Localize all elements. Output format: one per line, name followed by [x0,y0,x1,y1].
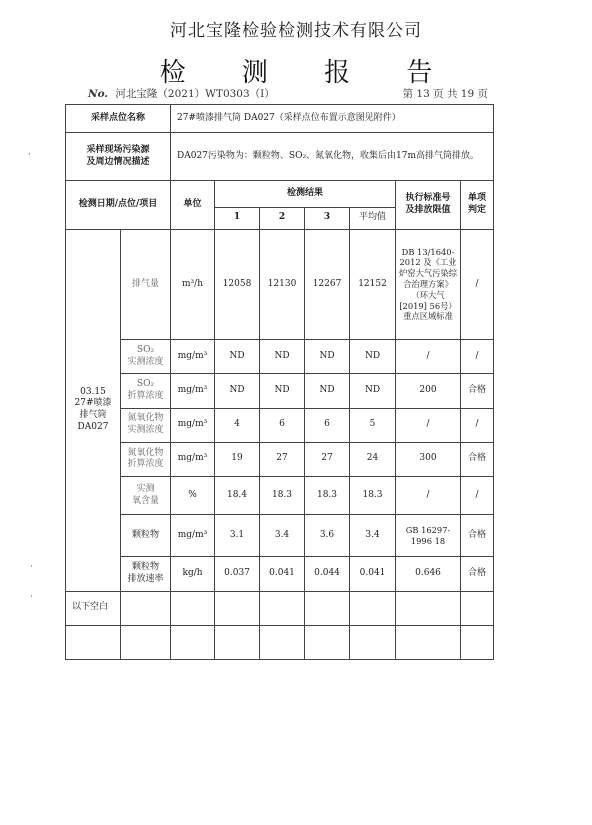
result-2-header: 2 [260,207,305,229]
item-name: 排气量 [121,229,171,340]
item-name-line-2: 实测浓度 [127,356,164,367]
average-header: 平均值 [350,207,396,229]
unit-cell: mg/m³ [171,408,215,442]
value-1: 12058 [215,229,260,340]
result-1-header: 1 [215,207,260,229]
standard-cell: GB 16297-1996 18 [396,515,461,557]
value-1: 4 [215,408,260,442]
source-label-line-2: 及周边情况描述 [86,156,150,167]
judgement-cell: / [461,229,494,340]
table-row [66,515,494,557]
judgement-header-line-1: 单项 [468,193,487,204]
judgement-cell: 合格 [461,515,494,557]
empty-cell [215,625,260,659]
source-label-line-1: 采样现场污染源 [86,145,150,156]
value-1: 18.4 [215,476,260,514]
standard-cell: / [396,408,461,442]
unit-cell: mg/m³ [171,442,215,476]
empty-cell [305,625,350,659]
value-1: ND [215,374,260,408]
point-line-2: 排气筒 [79,410,107,421]
item-name-line-1: SO₂ [136,345,155,356]
margin-mark: · [30,592,33,602]
item-name [121,340,171,374]
value-avg: 24 [350,442,396,476]
judgement-cell: / [461,408,494,442]
empty-cell [66,625,121,659]
item-name-line-1: 氮氧化物 [127,447,164,458]
value-1: 3.1 [215,515,260,557]
value-avg: 0.041 [350,557,396,591]
value-avg: 18.3 [350,476,396,514]
company-name: 河北宝隆检验检测技术有限公司 [170,21,422,41]
item-name-line-2: 折算浓度 [127,459,164,470]
item-name-line-2: 折算浓度 [127,390,164,401]
empty-cell [171,625,215,659]
site-value: 27#喷漆排气筒 DA027（采样点位布置示意图见附件） [171,105,494,133]
standard-cell: / [396,340,461,374]
value-3: 12267 [305,229,350,340]
point-line-1: 27#喷漆 [74,398,112,409]
item-name [121,442,171,476]
point-line-3: DA027 [77,421,109,432]
judgement-header [461,181,494,229]
sampling-date: 03.15 [80,386,106,397]
table-row [66,476,494,514]
value-3: 27 [305,442,350,476]
source-value: DA027污染物为：颗粒物、SO₂、氮氧化物，收集后由17m高排气筒排放。 [171,133,494,181]
value-2: 27 [260,442,305,476]
value-3: 6 [305,408,350,442]
value-2: ND [260,340,305,374]
blank-row [66,591,494,625]
value-3: 0.044 [305,557,350,591]
date-point-item-header: 检测日期/点位/项目 [66,181,171,229]
unit-header: 单位 [171,181,215,229]
unit-cell: mg/m³ [171,374,215,408]
unit-cell: mg/m³ [171,515,215,557]
value-2: 18.3 [260,476,305,514]
header-row-1 [66,181,494,207]
standard-cell: DB 13/1640-2012 及《工业炉窑大气污染综合治理方案》（环大气[2019] 56号）重点区域标准 [396,229,461,340]
blank-row [66,625,494,659]
unit-cell: m³/h [171,229,215,340]
value-1: 0.037 [215,557,260,591]
empty-cell [350,625,396,659]
value-2: 6 [260,408,305,442]
result-3-header: 3 [305,207,350,229]
standard-header-line-2: 及排放限值 [405,205,451,216]
empty-cell [260,591,305,625]
date-point-cell [66,229,121,591]
value-avg: 3.4 [350,515,396,557]
standard-header-line-1: 执行标准号 [405,193,451,204]
blank-label: 以下空白 [66,591,121,625]
results-header: 检测结果 [215,181,396,207]
table-row [66,374,494,408]
table-row [66,442,494,476]
empty-cell [215,591,260,625]
item-name [121,557,171,591]
empty-cell [260,625,305,659]
empty-cell [461,625,494,659]
empty-cell [305,591,350,625]
value-2: ND [260,374,305,408]
margin-mark: · [30,562,33,572]
judgement-cell: 合格 [461,557,494,591]
value-2: 12130 [260,229,305,340]
value-2: 0.041 [260,557,305,591]
site-label: 采样点位名称 [66,105,171,133]
table-row [66,557,494,591]
value-3: ND [305,340,350,374]
report-no-label: No. [88,88,109,100]
judgement-cell: 合格 [461,442,494,476]
item-name-line-2: 排放速率 [127,573,164,584]
judgement-cell: / [461,476,494,514]
standard-cell: 300 [396,442,461,476]
table-row [66,340,494,374]
item-name-line-1: 颗粒物 [132,562,160,573]
value-3: ND [305,374,350,408]
table-row [66,229,494,340]
empty-cell [121,625,171,659]
unit-cell: kg/h [171,557,215,591]
report-title: 检 测 报 告 [159,58,457,88]
page-counter: 第 13 页 共 19 页 [402,88,488,100]
margin-mark: · [28,150,31,160]
item-name [121,374,171,408]
item-name-line-2: 氧含量 [132,495,160,506]
empty-cell [121,591,171,625]
value-avg: ND [350,340,396,374]
standard-cell: 200 [396,374,461,408]
standard-cell: 0.646 [396,557,461,591]
table-row [66,408,494,442]
empty-cell [461,591,494,625]
item-name-line-1: SO₂ [136,379,155,390]
empty-cell [396,625,461,659]
judgement-header-line-2: 判定 [468,205,487,216]
value-1: ND [215,340,260,374]
value-avg: 12152 [350,229,396,340]
item-name [121,476,171,514]
empty-cell [396,591,461,625]
item-name-line-2: 实测浓度 [127,425,164,436]
site-row [66,105,494,133]
source-label [66,133,171,181]
report-meta-line [88,86,488,101]
standard-cell: / [396,476,461,514]
empty-cell [350,591,396,625]
empty-cell [171,591,215,625]
value-3: 3.6 [305,515,350,557]
value-avg: ND [350,374,396,408]
value-avg: 5 [350,408,396,442]
value-1: 19 [215,442,260,476]
unit-cell: mg/m³ [171,340,215,374]
source-row [66,133,494,181]
judgement-cell: / [461,340,494,374]
item-name-line-1: 氮氧化物 [127,413,164,424]
item-name [121,408,171,442]
item-name-line-1: 实测 [136,483,155,494]
item-name: 颗粒物 [121,515,171,557]
test-report-table [65,104,494,660]
value-2: 3.4 [260,515,305,557]
judgement-cell: 合格 [461,374,494,408]
standard-header [396,181,461,229]
value-3: 18.3 [305,476,350,514]
report-number: 河北宝隆（2021）WT0303（Ⅰ） [115,88,275,100]
unit-cell: % [171,476,215,514]
